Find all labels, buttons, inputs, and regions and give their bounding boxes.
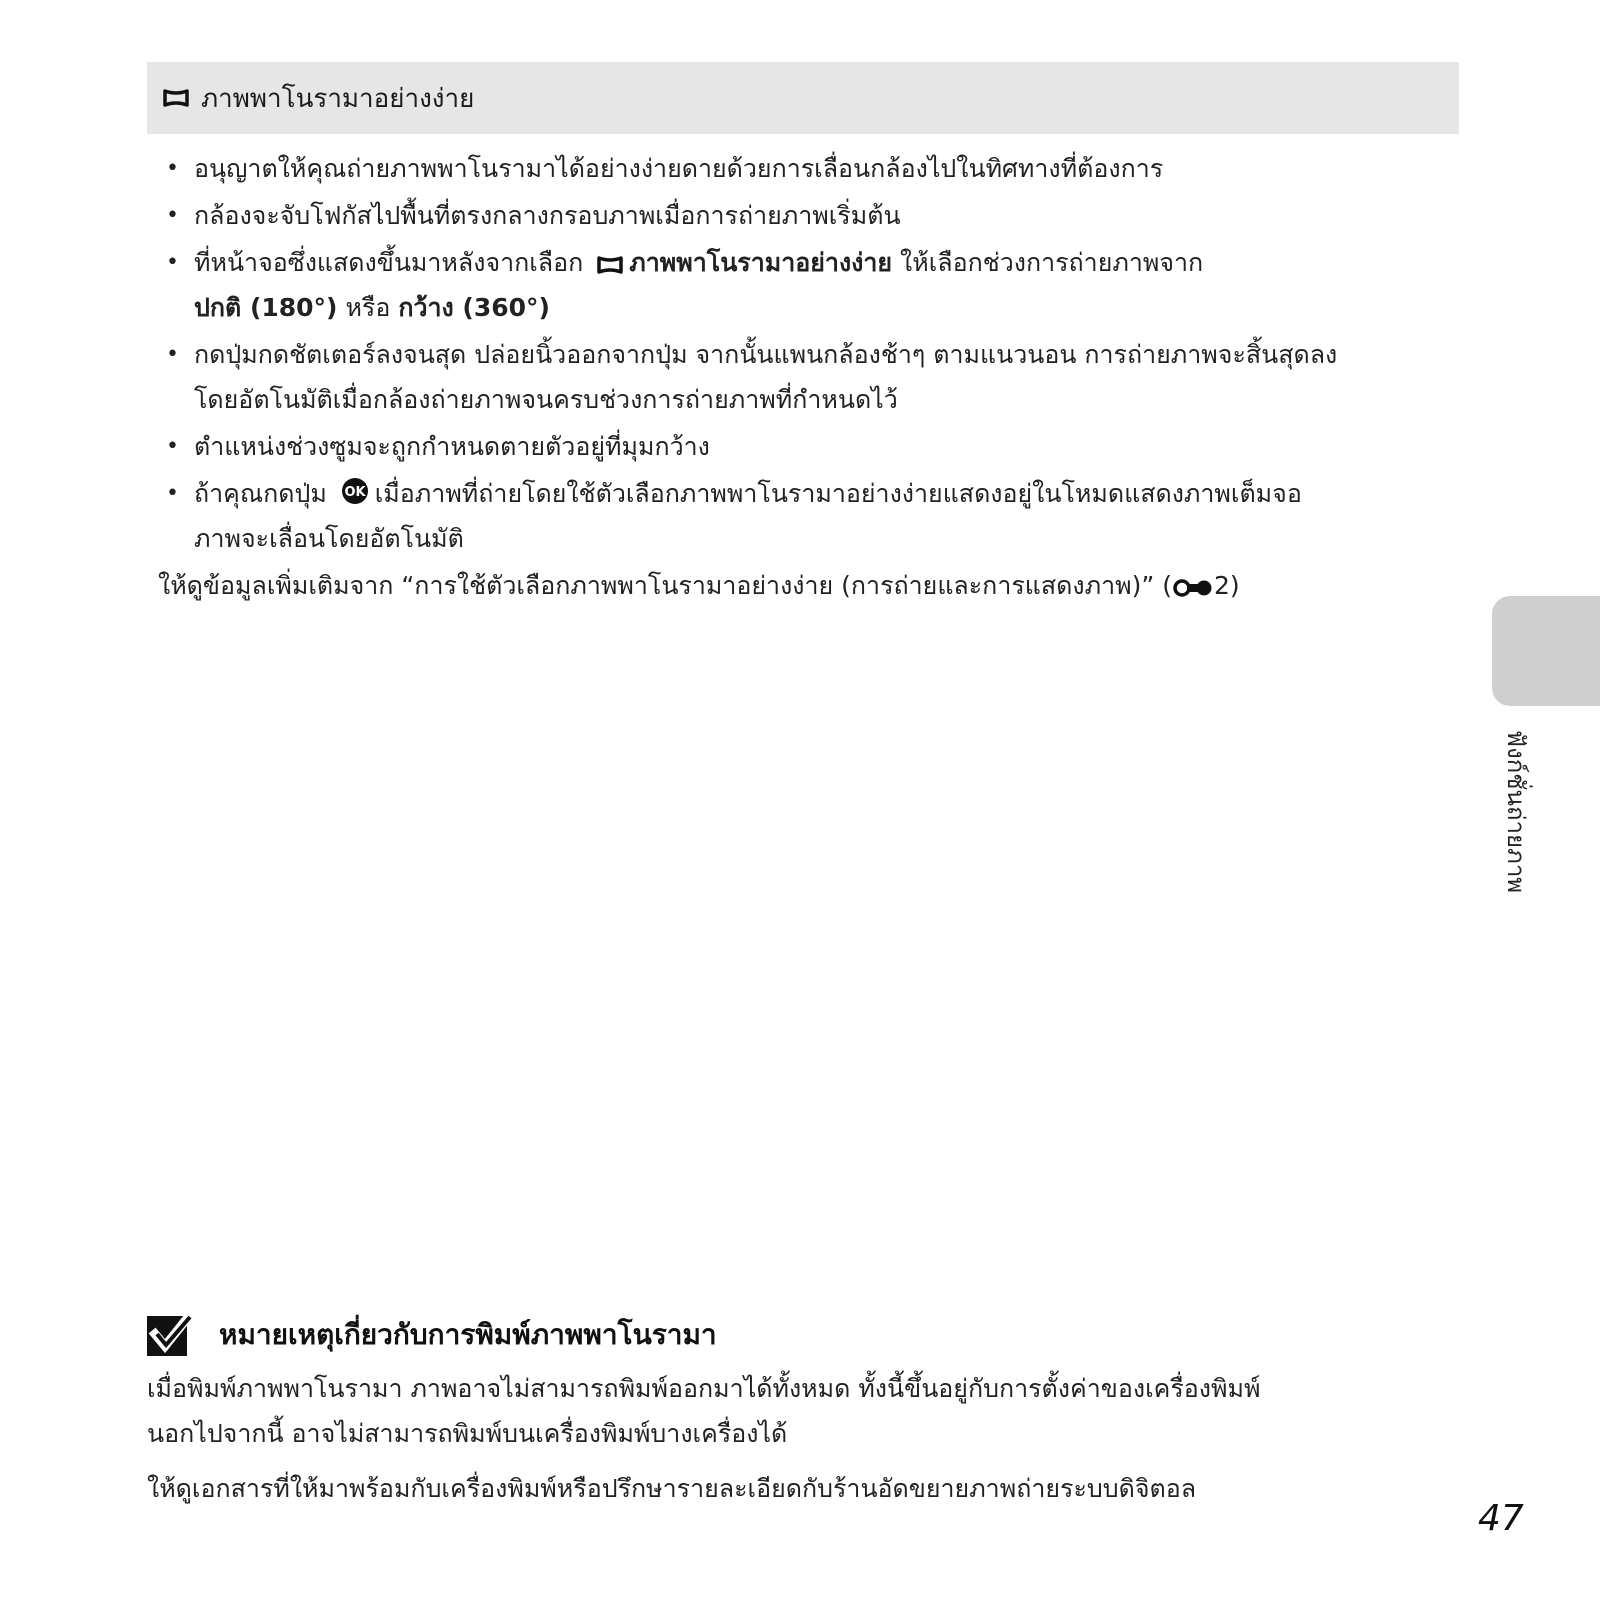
list-item xyxy=(160,146,1460,191)
list-item xyxy=(160,332,1460,422)
bold-term: ปกติ (180°) xyxy=(194,293,338,322)
bullet-dot: • xyxy=(166,481,179,506)
reference-text: ให้ดูข้อมูลเพิ่มเติมจาก “การใช้ตัวเลือกภาพพาโนรามาอย่างง่าย (การถ่ายและการแสดงภาพ)” ( xyxy=(158,571,1173,600)
side-tab xyxy=(1492,596,1600,706)
note-paragraph: ให้ดูเอกสารที่ให้มาพร้อมกับเครื่องพิมพ์หรือปรึกษารายละเอียดกับร้านอัดขยายภาพถ่ายระบบดิจิตอล xyxy=(147,1474,1197,1503)
section-title: ภาพพาโนรามาอย่างง่าย xyxy=(201,83,475,114)
note-text: เมื่อพิมพ์ภาพพาโนรามา ภาพอาจไม่สามารถพิมพ์ออกมาได้ทั้งหมด ทั้งนี้ขึ้นอยู่กับการตั้งค่าของเครื่องพิมพ์ xyxy=(147,1374,1261,1403)
list-item xyxy=(160,424,1460,469)
ok-button-icon xyxy=(341,477,369,505)
bullet-text: กดปุ่มกดชัตเตอร์ลงจนสุด ปล่อยนิ้วออกจากปุ่ม จากนั้นแพนกล้องช้าๆ ตามแนวนอน การถ่ายภาพจะสิ้นสุดลง xyxy=(194,340,1338,369)
bullet-dot: • xyxy=(166,250,179,275)
bullet-dot: • xyxy=(166,342,179,367)
bullet-dot: • xyxy=(166,434,179,459)
bullet-list xyxy=(160,146,1460,561)
note-header xyxy=(147,1310,1477,1360)
bullet-text: ให้เลือกช่วงการถ่ายภาพจาก xyxy=(900,248,1204,277)
section-header xyxy=(147,62,1459,134)
bold-term: ภาพพาโนรามาอย่างง่าย xyxy=(629,248,893,277)
bullet-text: เมื่อภาพที่ถ่ายโดยใช้ตัวเลือกภาพพาโนรามาอย่างง่ายแสดงอยู่ในโหมดแสดงภาพเต็มจอ xyxy=(374,479,1302,508)
bullet-text: หรือ xyxy=(345,293,391,322)
bullet-text: ถ้าคุณกดปุ่ม xyxy=(194,479,327,508)
note-text: นอกไปจากนี้ อาจไม่สามารถพิมพ์บนเครื่องพิมพ์บางเครื่องได้ xyxy=(147,1419,788,1448)
side-tab-label xyxy=(1498,730,1558,930)
bullet-text: อนุญาตให้คุณถ่ายภาพพาโนรามาได้อย่างง่ายดายด้วยการเลื่อนกล้องไปในทิศทางที่ต้องการ xyxy=(194,154,1164,183)
bullet-dot: • xyxy=(166,203,179,228)
page-number: 47 xyxy=(1478,1498,1524,1539)
bullet-text: โดยอัตโนมัติเมื่อกล้องถ่ายภาพจนครบช่วงการถ่ายภาพที่กำหนดไว้ xyxy=(194,385,898,414)
list-item xyxy=(160,471,1460,561)
bullet-text: ตำแหน่งช่วงซูมจะถูกกำหนดตายตัวอยู่ที่มุมกว้าง xyxy=(194,432,710,461)
reference-close: ) xyxy=(1229,571,1240,600)
easy-panorama-icon xyxy=(597,256,623,274)
bullet-text: ภาพจะเลื่อนโดยอัตโนมัติ xyxy=(194,524,464,553)
side-tab-text: ฟังก์ชั่นถ่ายภาพ xyxy=(1502,730,1530,894)
easy-panorama-icon xyxy=(163,89,189,107)
reference-section-icon xyxy=(1173,577,1213,597)
list-item xyxy=(160,193,1460,238)
main-content xyxy=(160,146,1460,608)
bullet-text: ที่หน้าจอซึ่งแสดงขึ้นมาหลังจากเลือก xyxy=(194,248,584,277)
list-item xyxy=(160,240,1460,330)
note-section xyxy=(147,1310,1477,1511)
bold-term: กว้าง (360°) xyxy=(398,293,550,322)
bullet-dot: • xyxy=(166,156,179,181)
reference-line xyxy=(158,563,1460,608)
checkmark-icon xyxy=(147,1312,197,1358)
svg-text:OK: OK xyxy=(344,485,366,500)
bullet-text: กล้องจะจับโฟกัสไปพื้นที่ตรงกลางกรอบภาพเมื่อการถ่ายภาพเริ่มต้น xyxy=(194,201,901,230)
note-title: หมายเหตุเกี่ยวกับการพิมพ์ภาพพาโนรามา xyxy=(219,1318,717,1351)
note-paragraph xyxy=(147,1366,1477,1456)
reference-page: 2 xyxy=(1214,571,1230,600)
bullet-line xyxy=(194,285,1460,330)
